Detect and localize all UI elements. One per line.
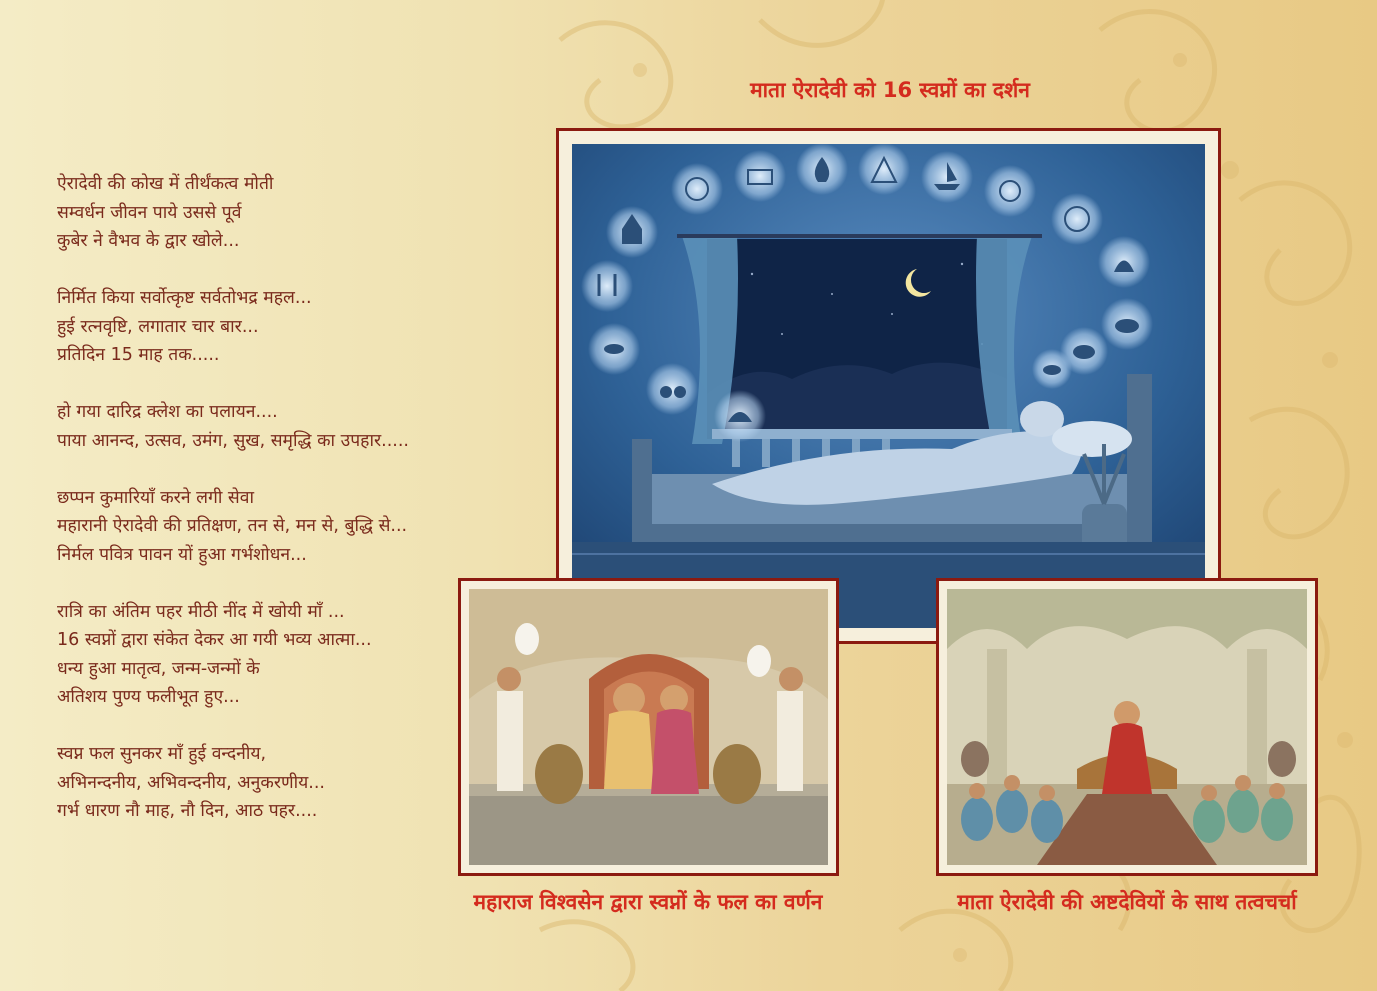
fire-icon [796,144,848,195]
poem-line: स्वप्न फल सुनकर माँ हुई वन्दनीय, [57,744,267,764]
bull-icon [1032,349,1072,389]
fish-icon [588,323,640,375]
poem-stanza [57,398,507,455]
king-illustration-frame [458,578,839,876]
poem-line: पाया आनन्द, उत्सव, उमंग, सुख, समृद्धि का उपहार..... [57,430,409,451]
king-caption: महाराज विश्वसेन द्वारा स्वप्नों के फल का वर्णन [473,890,823,914]
jewel-heap-icon [858,144,910,195]
poem-line: कुबेर ने वैभव के द्वार खोले... [57,231,240,251]
poem-line: 16 स्वप्नों द्वारा संकेत देकर आ गयी भव्य आत्मा... [57,630,372,650]
temple-icon [606,206,658,258]
poem-line: रात्रि का अंतिम पहर मीठी नींद में खोयी माँ ... [57,601,345,622]
poem-line: अतिशय पुण्य फलीभूत हुए... [57,687,240,707]
goddesses-scene [947,589,1307,865]
garland-icon [581,260,633,312]
lion-icon [1101,298,1153,350]
poem-stanza [57,740,507,826]
poem-line: निर्मित किया सर्वोत्कृष्ट सर्वतोभद्र महल... [57,288,312,308]
dream-illustration [572,144,1205,628]
goddesses-caption: माता ऐरादेवी की अष्टदेवियों के साथ तत्वचर्चा [957,890,1297,914]
poem-block [57,170,507,854]
king-illustration [469,589,828,865]
poem-line: हो गया दारिद्र क्लेश का पलायन.... [57,402,278,422]
poem-stanza [57,598,507,712]
goddesses-illustration [947,589,1307,865]
poem-stanza [57,284,507,370]
poem-line: महारानी ऐरादेवी की प्रतिक्षण, तन से, मन से, बुद्धि से... [57,516,408,536]
lakshmi-icon [1098,236,1150,288]
sun-icon [984,165,1036,217]
dream-illustration-frame [556,128,1221,644]
lotus-pond-icon [714,390,766,442]
dream-scene [572,144,1205,628]
deva-face-icon [671,163,723,215]
king-court-scene [469,589,828,865]
ship-icon [921,151,973,203]
poem-line: ऐरादेवी की कोख में तीर्थंकत्व मोती [57,174,274,194]
poem-line: छप्पन कुमारियाँ करने लगी सेवा [57,487,255,508]
poem-line: निर्मल पवित्र पावन यों हुआ गर्भशोधन... [57,544,307,565]
poem-stanza [57,170,507,256]
poem-line: हुई रत्नवृष्टि, लगातार चार बार... [57,316,259,337]
poem-line: अभिनन्दनीय, अभिवन्दनीय, अनुकरणीय... [57,772,325,793]
goddesses-illustration-frame [936,578,1318,876]
moon-icon [1051,193,1103,245]
poem-stanza [57,484,507,570]
poem-line: गर्भ धारण नौ माह, नौ दिन, आठ पहर.... [57,801,318,821]
dream-caption: माता ऐरादेवी को 16 स्वप्नों का दर्शन [750,78,1030,102]
poem-line: धन्य हुआ मातृत्व, जन्म-जन्मों के [57,658,260,679]
kalash-icon [646,363,698,415]
poem-line: सम्वर्धन जीवन पाये उससे पूर्व [57,202,242,223]
palace-icon [734,150,786,202]
poem-line: प्रतिदिन 15 माह तक..... [57,345,220,365]
